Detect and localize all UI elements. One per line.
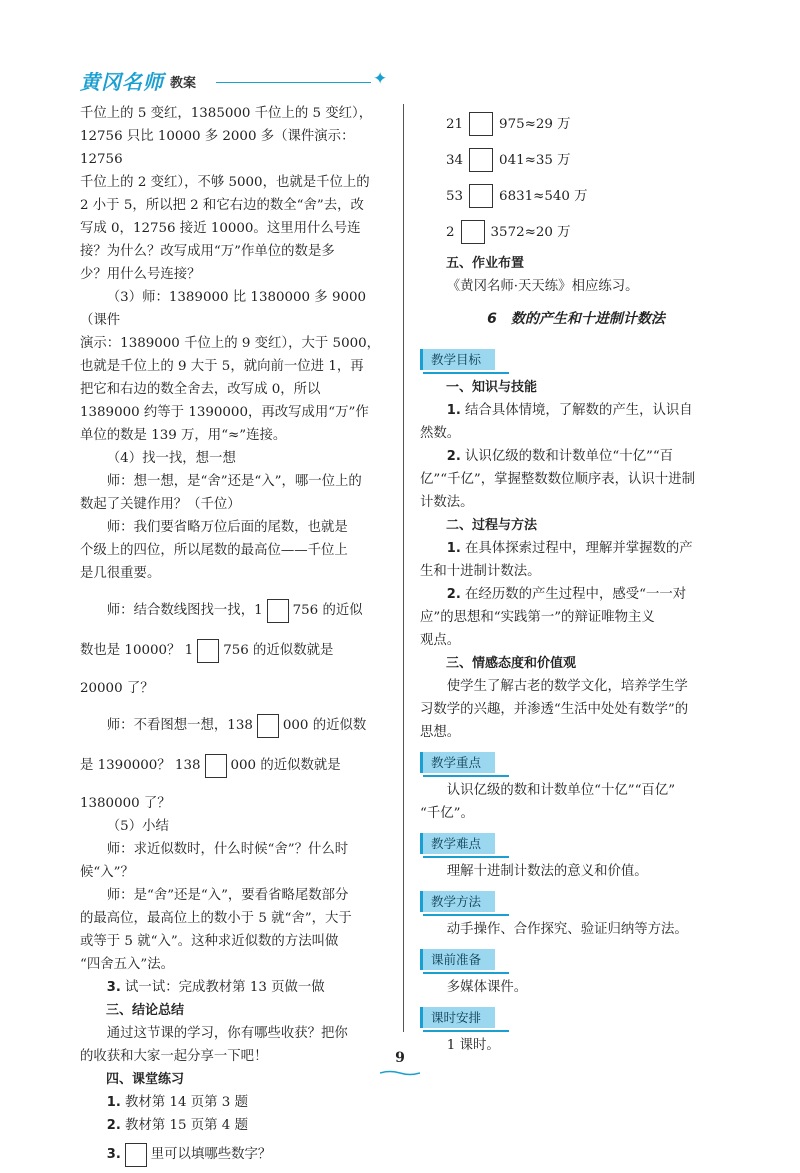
- text-line: 1 课时。: [446, 1038, 500, 1053]
- section-heading: 二、过程与方法: [446, 518, 538, 533]
- text-line: 的最高位，最高位上的数小于 5 就“舍”，大于: [80, 911, 352, 926]
- header-subtitle: 教案: [170, 76, 197, 91]
- brand-logo: 黄冈名师: [80, 70, 164, 94]
- section-tag-goals: 教学目标: [420, 349, 495, 370]
- text-line: 1380000 了？: [80, 796, 171, 811]
- text-line: 计数法。: [420, 495, 474, 510]
- text-line: 千位上的 2 变红），不够 5000，也就是千位上的: [80, 175, 370, 190]
- blank-box: [125, 1143, 147, 1167]
- blank-box: [257, 714, 279, 738]
- text-line: 师：想一想，是“舍”还是“入”，哪一位上的: [106, 474, 362, 489]
- section-heading: 三、结论总结: [106, 1003, 185, 1018]
- text-line: 20000 了？: [80, 681, 154, 696]
- text-line: 1389000 约等于 1390000，再改写成用“万”作: [80, 405, 369, 420]
- section-tag-preparation: 课前准备: [420, 949, 495, 970]
- lesson-title: 6 数的产生和十进制计数法: [487, 311, 665, 327]
- exercise-row: 2 3572≈20 万: [420, 218, 732, 246]
- section-tag-difficulties: 教学难点: [420, 833, 495, 854]
- text-line: 然数。: [420, 426, 461, 441]
- list-item: 3. 里可以填哪些数字？: [80, 1137, 390, 1173]
- list-item: 2. 教材第 15 页第 4 题: [106, 1118, 248, 1133]
- section-tag-schedule: 课时安排: [420, 1007, 495, 1028]
- text-line: 单位的数是 139 万，用“≈”连接。: [80, 428, 287, 443]
- blank-box: [469, 148, 493, 172]
- blank-box: [461, 220, 485, 244]
- list-item: 1. 教材第 14 页第 3 题: [106, 1095, 248, 1110]
- text-line: 3. 试一试：完成教材第 13 页做一做: [106, 980, 325, 995]
- text-line: 少？用什么号连接？: [80, 267, 201, 282]
- text-line: 的收获和大家一起分享一下吧！: [80, 1049, 268, 1064]
- text-line: 把它和右边的数全舍去，改写成 0，所以: [80, 382, 321, 397]
- exercise-row: 53 6831≈540 万: [420, 182, 732, 210]
- text-line: 师：是“舍”还是“入”，要看省略尾数部分: [106, 888, 349, 903]
- sparkle-icon: ✦: [373, 69, 388, 89]
- header-rule: [216, 82, 371, 83]
- text-line: 习数学的兴趣，并渗透“生活中处处有数学”的: [420, 702, 689, 717]
- text-line: 师：不看图想一想，138 000 的近似数: [80, 706, 390, 746]
- text-line: 应”的思想和“实践第一”的辩证唯物主义: [420, 610, 655, 625]
- page-number-wave-icon: [380, 1070, 420, 1076]
- text-line: 师：求近似数时，什么时候“舍”？什么时: [106, 842, 349, 857]
- text-line: 使学生了解古老的数学文化，培养学生学: [446, 679, 688, 694]
- blank-box: [205, 754, 227, 778]
- text-line: 观点。: [420, 633, 461, 648]
- blank-box: [267, 599, 289, 623]
- section-tag-key-points: 教学重点: [420, 752, 495, 773]
- text-line: 候“入”？: [80, 865, 134, 880]
- section-heading: 三、情感态度和价值观: [446, 656, 577, 671]
- section-heading: 四、课堂练习: [106, 1072, 185, 1087]
- text-line: 或等于 5 就“入”。这种求近似数的方法叫做: [80, 934, 339, 949]
- page-number: 9: [395, 1050, 405, 1066]
- section-tag-methods: 教学方法: [420, 891, 495, 912]
- text-line: 师：我们要省略万位后面的尾数，也就是: [106, 520, 348, 535]
- text-line: 写成 0，12756 接近 10000。这里用什么号连: [80, 221, 361, 236]
- blank-box: [469, 112, 493, 136]
- text-line: 12756 只比 10000 多 2000 多（课件演示：12756: [80, 129, 355, 167]
- text-line: 2. 认识亿级的数和计数单位“十亿”“百: [446, 449, 674, 464]
- text-line: 思想。: [420, 725, 461, 740]
- text-line: 数起了关键作用？（千位）: [80, 497, 241, 512]
- text-line: 《黄冈名师·天天练》相应练习。: [446, 279, 639, 294]
- text-line: 认识亿级的数和计数单位“十亿”“百亿”: [446, 783, 676, 798]
- text-line: 个级上的四位，所以尾数的最高位——千位上: [80, 543, 348, 558]
- text-line: 师：结合数线图找一找，1 756 的近似: [80, 591, 390, 631]
- text-line: 动手操作、合作探究、验证归纳等方法。: [446, 922, 688, 937]
- section-heading: 一、知识与技能: [446, 380, 538, 395]
- text-line: “四舍五入”法。: [80, 957, 175, 972]
- text-line: 1. 在具体探索过程中，理解并掌握数的产: [446, 541, 693, 556]
- page-header: [80, 66, 388, 96]
- text-line: 2 小于 5，所以把 2 和它右边的数全“舍”去，改: [80, 198, 364, 213]
- text-line: （3）师：1389000 比 1380000 多 9000（课件: [80, 290, 367, 328]
- text-line: “千亿”。: [420, 806, 474, 821]
- exercise-row: 21 975≈29 万: [420, 110, 732, 138]
- text-line: 1. 结合具体情境，了解数的产生，认识自: [446, 403, 693, 418]
- text-line: 演示：1389000 千位上的 9 变红），大于 5000，: [80, 336, 381, 351]
- text-line: 是 1390000？ 138 000 的近似数就是: [80, 746, 390, 786]
- column-divider: [403, 104, 404, 1032]
- text-line: 是几很重要。: [80, 566, 161, 581]
- text-line: 理解十进制计数法的意义和价值。: [446, 864, 648, 879]
- left-column: [80, 102, 390, 1173]
- text-line: 生和十进制计数法。: [420, 564, 541, 579]
- text-line: （5）小结: [106, 819, 169, 834]
- text-line: （4）找一找，想一想: [106, 451, 236, 466]
- text-line: 数也是 10000？ 1 756 的近似数就是: [80, 631, 390, 671]
- text-line: 也就是千位上的 9 大于 5，就向前一位进 1，再: [80, 359, 364, 374]
- blank-box: [197, 639, 219, 663]
- blank-box: [469, 184, 493, 208]
- exercise-row: 34 041≈35 万: [420, 146, 732, 174]
- text-line: 亿”“千亿”，掌握整数数位顺序表，认识十进制: [420, 472, 695, 487]
- text-line: 多媒体课件。: [446, 980, 528, 995]
- text-line: 接？为什么？改写成用“万”作单位的数是多: [80, 244, 335, 259]
- text-line: 2. 在经历数的产生过程中，感受“一一对: [446, 587, 687, 602]
- text-line: 千位上的 5 变红，1385000 千位上的 5 变红），: [80, 106, 373, 121]
- text-line: 通过这节课的学习，你有哪些收获？把你: [106, 1026, 348, 1041]
- right-column: [420, 106, 732, 1057]
- section-heading: 五、作业布置: [446, 256, 525, 271]
